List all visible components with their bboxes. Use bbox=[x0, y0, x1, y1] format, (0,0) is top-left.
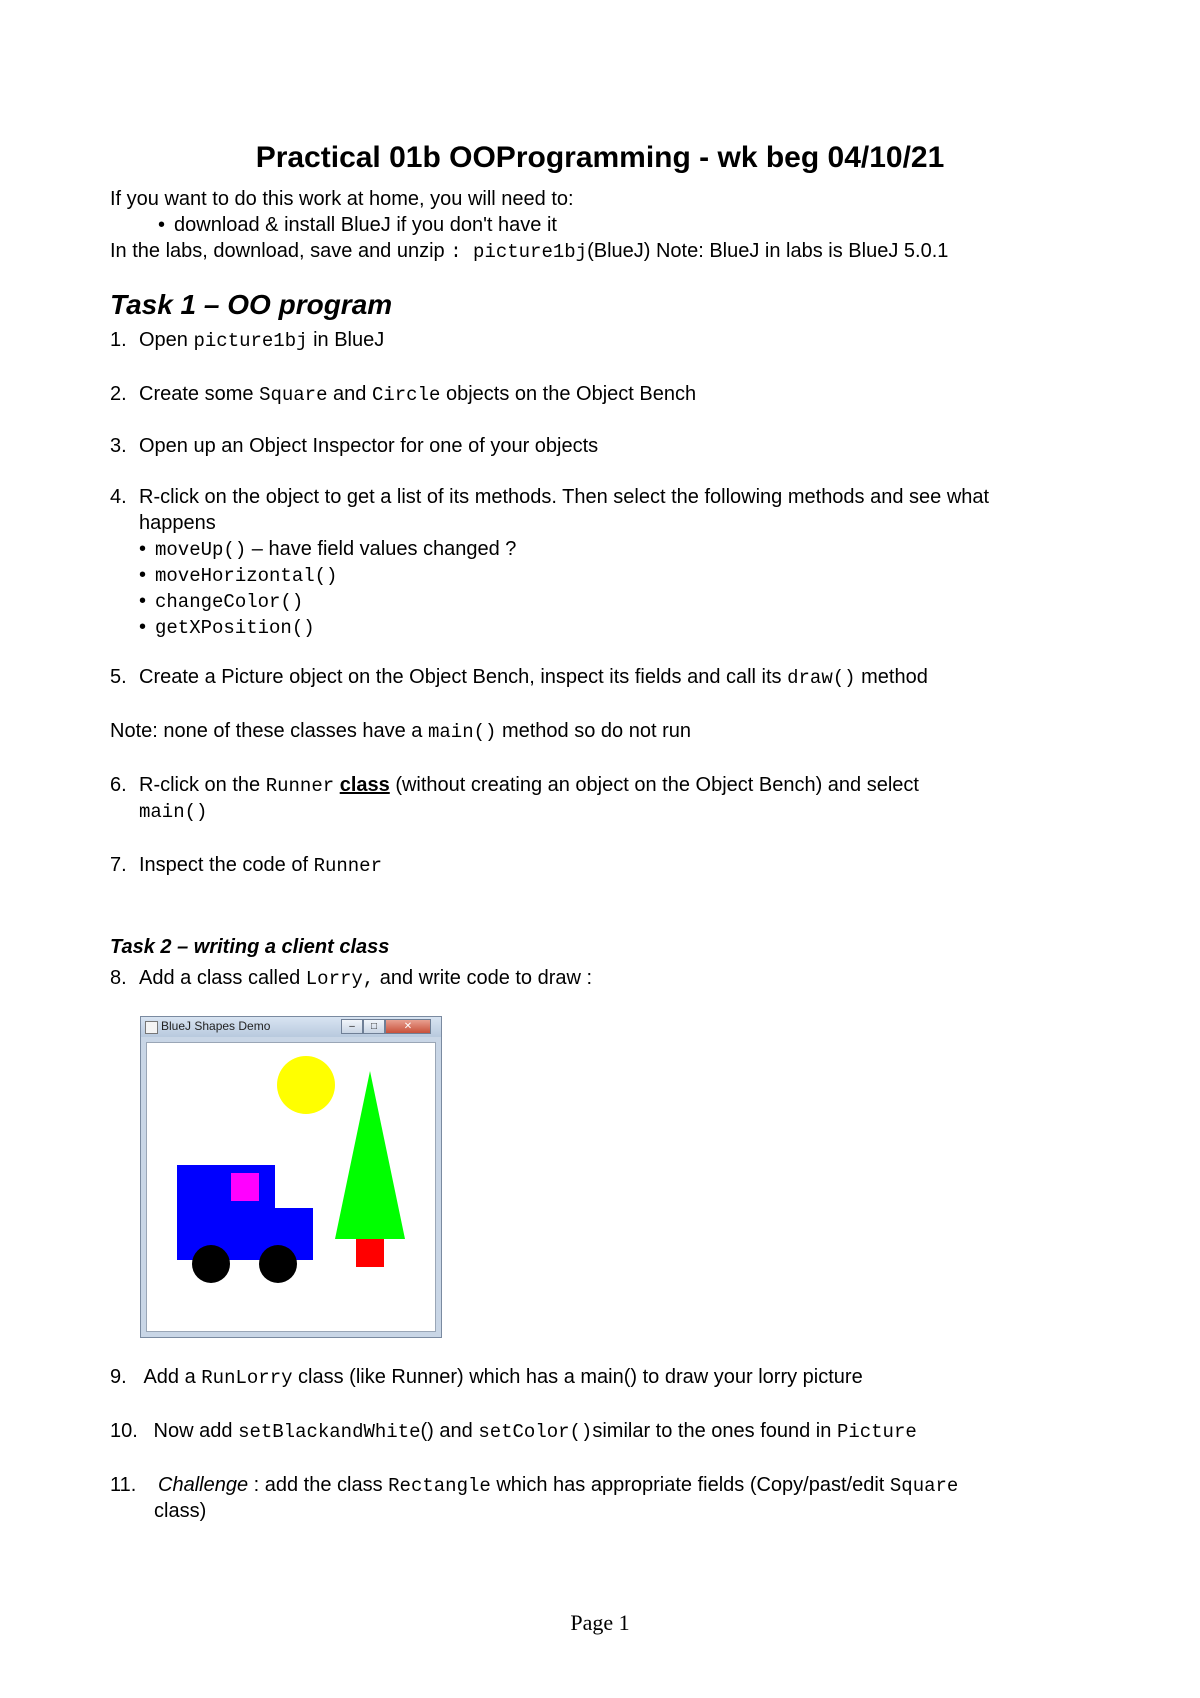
drawing-canvas bbox=[146, 1042, 436, 1332]
task1-item-1: 1. Open picture1bj in BlueJ bbox=[110, 329, 385, 352]
task2-item-9: 9. Add a RunLorry class (like Runner) which has a main() to draw your lorry picture bbox=[110, 1366, 863, 1389]
bullet-icon: • bbox=[139, 564, 147, 586]
method-list-item: • moveHorizontal() bbox=[139, 564, 338, 587]
task2-item-10: 10. Now add setBlackandWhite() and setColor()similar to the ones found in Picture bbox=[110, 1420, 917, 1443]
task2-item-11: 11. Challenge : add the class Rectangle which has appropriate fields (Copy/past/edit Square bbox=[110, 1474, 959, 1497]
minimize-button[interactable]: – bbox=[341, 1019, 363, 1034]
bullet-icon: • bbox=[158, 214, 166, 236]
intro-line: If you want to do this work at home, you will need to: bbox=[110, 188, 574, 210]
tree-trunk-square bbox=[356, 1239, 384, 1267]
task1-item-4-cont: happens bbox=[139, 512, 216, 534]
method-list-item: • changeColor() bbox=[139, 590, 304, 613]
method-list-item: • getXPosition() bbox=[139, 616, 315, 639]
task1-note: Note: none of these classes have a main() method so do not run bbox=[110, 720, 691, 743]
window-title-bar bbox=[141, 1017, 441, 1037]
task1-heading: Task 1 – OO program bbox=[110, 289, 393, 320]
task1-item-2: 2. Create some Square and Circle objects on the Object Bench bbox=[110, 383, 697, 406]
task2-heading: Task 2 – writing a client class bbox=[110, 936, 390, 958]
bullet-icon: • bbox=[139, 590, 147, 612]
close-button[interactable]: ✕ bbox=[385, 1019, 431, 1034]
task1-item-6-cont: main() bbox=[139, 801, 208, 823]
sun-circle bbox=[277, 1056, 335, 1114]
task2-item-8: 8. Add a class called Lorry, and write code to draw : bbox=[110, 967, 593, 990]
page-title: Practical 01b OOProgramming - wk beg 04/10/21 bbox=[255, 141, 945, 174]
task1-item-6: 6. R-click on the Runner class (without creating an object on the Object Bench) and select bbox=[110, 774, 919, 797]
shapes-demo-window bbox=[140, 1016, 442, 1338]
intro-bullet: • download & install BlueJ if you don't have it bbox=[158, 214, 557, 236]
page-number: Page 1 bbox=[570, 1610, 630, 1635]
task1-item-4: 4. R-click on the object to get a list of its methods. Then select the following methods and see what bbox=[110, 486, 990, 508]
task1-item-7: 7. Inspect the code of Runner bbox=[110, 854, 382, 877]
bullet-icon: • bbox=[139, 538, 147, 560]
window-title: BlueJ Shapes Demo bbox=[161, 1019, 271, 1033]
maximize-button[interactable]: □ bbox=[363, 1019, 385, 1034]
task2-item-11-cont: class) bbox=[154, 1500, 207, 1522]
task1-item-5: 5. Create a Picture object on the Object Bench, inspect its fields and call its draw() method bbox=[110, 666, 928, 689]
lorry-cab bbox=[177, 1165, 275, 1260]
task1-item-3: 3. Open up an Object Inspector for one of your objects bbox=[110, 435, 599, 457]
lorry-wheel-front bbox=[192, 1245, 230, 1283]
method-list-item: • moveUp() – have field values changed ? bbox=[139, 538, 517, 561]
app-icon bbox=[145, 1021, 158, 1034]
bullet-icon: • bbox=[139, 616, 147, 638]
lorry-wheel-rear bbox=[259, 1245, 297, 1283]
tree-triangle bbox=[335, 1071, 405, 1239]
lorry-window-square bbox=[231, 1173, 259, 1201]
intro-labs-line: In the labs, download, save and unzip : picture1bj(BlueJ) Note: BlueJ in labs is BlueJ 5.0.1 bbox=[110, 240, 949, 263]
